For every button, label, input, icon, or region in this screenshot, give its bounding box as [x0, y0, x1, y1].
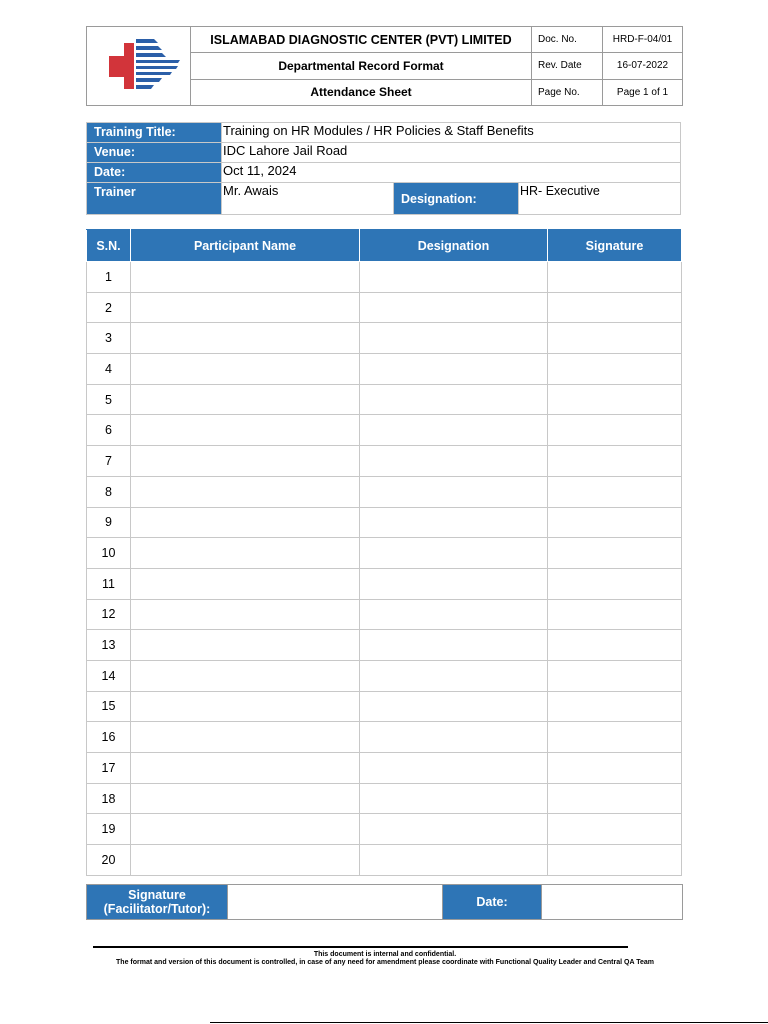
participant-name-cell[interactable] — [131, 753, 360, 784]
signature-cell[interactable] — [548, 691, 682, 722]
table-row — [87, 783, 682, 814]
doc-no-label: Doc. No. — [532, 27, 603, 53]
signature-date-label: Date: — [443, 885, 542, 920]
signature-cell[interactable] — [548, 415, 682, 446]
company-logo — [87, 27, 191, 106]
signature-cell[interactable] — [548, 354, 682, 385]
designation-cell[interactable] — [360, 660, 548, 691]
participant-name-cell[interactable] — [131, 507, 360, 538]
rev-date-label: Rev. Date — [532, 53, 603, 79]
participant-name-cell[interactable] — [131, 354, 360, 385]
designation-cell[interactable] — [360, 814, 548, 845]
table-row — [87, 568, 682, 599]
doc-no-value: HRD-F-04/01 — [603, 27, 683, 53]
signature-cell[interactable] — [548, 507, 682, 538]
participant-name-cell[interactable] — [131, 599, 360, 630]
signature-cell[interactable] — [548, 753, 682, 784]
signature-cell[interactable] — [548, 630, 682, 661]
designation-cell[interactable] — [360, 323, 548, 354]
table-row — [87, 753, 682, 784]
facilitator-signature-label — [87, 885, 228, 920]
participant-name-cell[interactable] — [131, 783, 360, 814]
table-row — [87, 538, 682, 569]
serial-number: 4 — [87, 354, 131, 385]
signature-cell[interactable] — [548, 538, 682, 569]
designation-cell[interactable] — [360, 538, 548, 569]
table-row — [87, 599, 682, 630]
table-row — [87, 292, 682, 323]
training-title-label: Training Title: — [87, 123, 222, 143]
table-row — [87, 262, 682, 293]
designation-cell[interactable] — [360, 599, 548, 630]
page-no-label: Page No. — [532, 79, 603, 105]
participant-name-cell[interactable] — [131, 568, 360, 599]
participant-name-cell[interactable] — [131, 384, 360, 415]
table-row — [87, 507, 682, 538]
footer-divider — [93, 946, 628, 948]
serial-number: 11 — [87, 568, 131, 599]
table-row — [87, 814, 682, 845]
page-bottom-divider — [210, 1022, 768, 1023]
designation-cell[interactable] — [360, 384, 548, 415]
participant-name-cell[interactable] — [131, 476, 360, 507]
serial-number: 8 — [87, 476, 131, 507]
signature-block — [86, 884, 683, 920]
participant-name-cell[interactable] — [131, 262, 360, 293]
training-title-value[interactable]: Training on HR Modules / HR Policies & Staff Benefits — [222, 123, 681, 143]
serial-number: 9 — [87, 507, 131, 538]
table-row — [87, 476, 682, 507]
serial-number: 17 — [87, 753, 131, 784]
signature-cell[interactable] — [548, 262, 682, 293]
table-row — [87, 845, 682, 876]
date-value[interactable]: Oct 11, 2024 — [222, 163, 681, 183]
serial-number: 20 — [87, 845, 131, 876]
serial-number: 14 — [87, 660, 131, 691]
serial-number: 16 — [87, 722, 131, 753]
column-header-signature: Signature — [548, 230, 682, 262]
venue-label: Venue: — [87, 143, 222, 163]
signature-cell[interactable] — [548, 446, 682, 477]
designation-cell[interactable] — [360, 753, 548, 784]
signature-label-line1: Signature — [128, 888, 186, 902]
table-row — [87, 691, 682, 722]
footer-control-text: The format and version of this document is controlled, in case of any need for amendment please coordinate with Functional Quality Leader and Central QA Team — [116, 959, 654, 966]
designation-label: Designation: — [394, 183, 519, 215]
designation-cell[interactable] — [360, 476, 548, 507]
table-row — [87, 446, 682, 477]
signature-cell[interactable] — [548, 476, 682, 507]
date-label: Date: — [87, 163, 222, 183]
sheet-title: Attendance Sheet — [191, 79, 532, 105]
footer-confidential-text: This document is internal and confidential. — [313, 951, 457, 958]
participant-name-cell[interactable] — [131, 415, 360, 446]
designation-cell[interactable] — [360, 845, 548, 876]
serial-number: 6 — [87, 415, 131, 446]
serial-number: 10 — [87, 538, 131, 569]
training-info-table — [86, 122, 681, 215]
table-row — [87, 630, 682, 661]
table-row — [87, 354, 682, 385]
logo-icon — [87, 27, 190, 100]
venue-value[interactable]: IDC Lahore Jail Road — [222, 143, 681, 163]
signature-cell[interactable] — [548, 568, 682, 599]
serial-number: 7 — [87, 446, 131, 477]
signature-cell[interactable] — [548, 722, 682, 753]
signature-date-field[interactable] — [542, 885, 683, 920]
serial-number: 15 — [87, 691, 131, 722]
signature-cell[interactable] — [548, 599, 682, 630]
participant-name-cell[interactable] — [131, 538, 360, 569]
participant-name-cell[interactable] — [131, 845, 360, 876]
signature-cell[interactable] — [548, 292, 682, 323]
document-header — [86, 26, 683, 106]
signature-cell[interactable] — [548, 660, 682, 691]
participant-name-cell[interactable] — [131, 292, 360, 323]
serial-number: 19 — [87, 814, 131, 845]
trainer-value[interactable]: Mr. Awais — [222, 183, 394, 215]
participant-name-cell[interactable] — [131, 691, 360, 722]
facilitator-signature-field[interactable] — [228, 885, 443, 920]
serial-number: 18 — [87, 783, 131, 814]
table-row — [87, 323, 682, 354]
record-format-title: Departmental Record Format — [191, 53, 532, 79]
serial-number: 5 — [87, 384, 131, 415]
signature-cell[interactable] — [548, 384, 682, 415]
column-header-designation: Designation — [360, 230, 548, 262]
designation-cell[interactable] — [360, 568, 548, 599]
serial-number: 1 — [87, 262, 131, 293]
page-no-value: Page 1 of 1 — [603, 79, 683, 105]
serial-number: 13 — [87, 630, 131, 661]
column-header-sn: S.N. — [87, 230, 131, 262]
participant-name-cell[interactable] — [131, 660, 360, 691]
designation-cell[interactable] — [360, 783, 548, 814]
table-row — [87, 722, 682, 753]
designation-cell[interactable] — [360, 354, 548, 385]
serial-number: 3 — [87, 323, 131, 354]
serial-number: 2 — [87, 292, 131, 323]
designation-cell[interactable] — [360, 507, 548, 538]
trainer-label: Trainer — [87, 183, 222, 215]
designation-cell[interactable] — [360, 292, 548, 323]
designation-cell[interactable] — [360, 262, 548, 293]
participant-name-cell[interactable] — [131, 722, 360, 753]
table-row — [87, 384, 682, 415]
designation-cell[interactable] — [360, 691, 548, 722]
designation-cell[interactable] — [360, 446, 548, 477]
serial-number: 12 — [87, 599, 131, 630]
participant-name-cell[interactable] — [131, 323, 360, 354]
table-row — [87, 415, 682, 446]
signature-label-line2: (Facilitator/Tutor): — [103, 902, 211, 916]
designation-cell[interactable] — [360, 722, 548, 753]
signature-cell[interactable] — [548, 845, 682, 876]
participant-name-cell[interactable] — [131, 446, 360, 477]
signature-cell[interactable] — [548, 783, 682, 814]
designation-cell[interactable] — [360, 630, 548, 661]
footer-note — [90, 951, 680, 967]
rev-date-value: 16-07-2022 — [603, 53, 683, 79]
participant-name-cell[interactable] — [131, 630, 360, 661]
attendance-table — [86, 229, 682, 876]
signature-cell[interactable] — [548, 814, 682, 845]
company-name: ISLAMABAD DIAGNOSTIC CENTER (PVT) LIMITED — [191, 27, 532, 53]
attendance-header-row — [87, 230, 682, 262]
designation-value[interactable]: HR- Executive — [519, 183, 681, 215]
signature-cell[interactable] — [548, 323, 682, 354]
designation-cell[interactable] — [360, 415, 548, 446]
table-row — [87, 660, 682, 691]
column-header-participant-name: Participant Name — [131, 230, 360, 262]
participant-name-cell[interactable] — [131, 814, 360, 845]
